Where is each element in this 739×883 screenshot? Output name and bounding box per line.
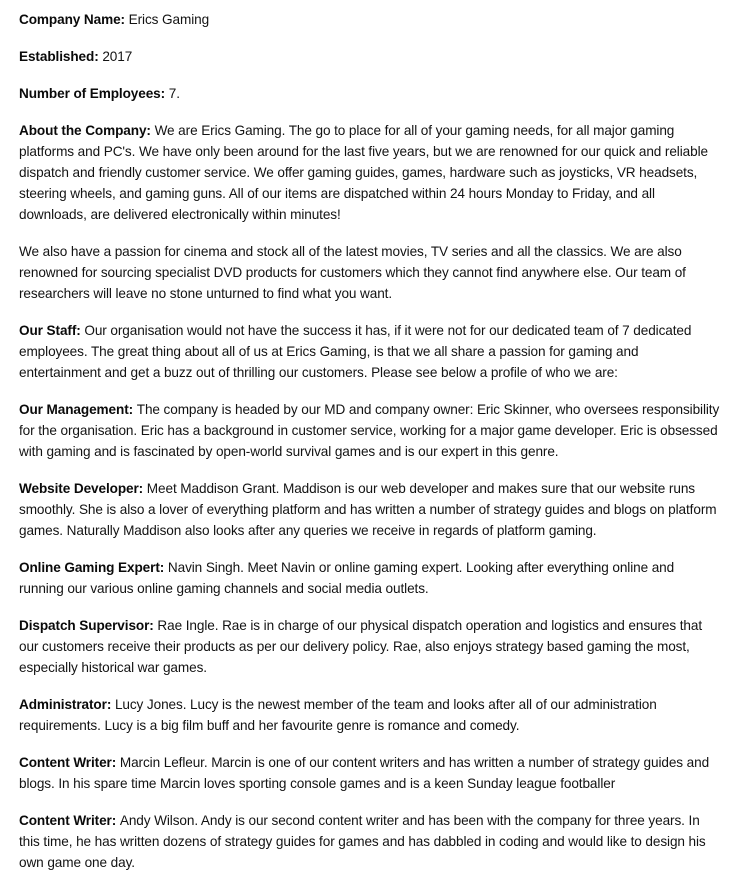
employees-label: Number of Employees: [19, 86, 166, 101]
established-field [19, 46, 720, 67]
dispatch-supervisor-label: Dispatch Supervisor: [19, 618, 154, 633]
our-management-paragraph [19, 399, 720, 462]
website-developer-paragraph [19, 478, 720, 541]
our-management-text: The company is headed by our MD and company owner: Eric Skinner, who oversees responsibility for the organisation. Eric has a background in customer service, working for a major game developer. Eric is obsessed with gaming and is fascinated by open-world survival games and is our expert in this genre. [19, 402, 720, 459]
cinema-passion-paragraph [19, 241, 720, 304]
about-company-label: About the Company: [19, 123, 151, 138]
administrator-label: Administrator: [19, 697, 112, 712]
online-gaming-expert-paragraph [19, 557, 720, 599]
our-staff-label: Our Staff: [19, 323, 81, 338]
company-name-label: Company Name: [19, 12, 125, 27]
website-developer-text: Meet Maddison Grant. Maddison is our web developer and makes sure that our website runs smoothly. She is also a lover of everything platform and has written a number of strategy guides and blogs on platform games. Naturally Maddison also looks after any queries we receive in regards of platform gaming. [19, 481, 717, 538]
administrator-text: Lucy Jones. Lucy is the newest member of the team and looks after all of our administration requirements. Lucy is a big film buff and her favourite genre is romance and comedy. [19, 697, 657, 733]
content-writer-2-text: Andy Wilson. Andy is our second content writer and has been with the company for three years. In this time, he has written dozens of strategy guides for games and has dabbled in coding and would like to design his own game one day. [19, 813, 706, 870]
administrator-paragraph [19, 694, 720, 736]
company-name-value: Erics Gaming [128, 12, 210, 27]
company-profile-document [19, 9, 720, 873]
employees-value: 7. [168, 86, 180, 101]
our-staff-text: Our organisation would not have the success it has, if it were not for our dedicated team of 7 dedicated employees. The great thing about all of us at Erics Gaming, is that we all share a passion for gaming and entertainment and get a buzz out of thrilling our customers. Please see below a profile of who we are: [19, 323, 692, 380]
website-developer-label: Website Developer: [19, 481, 144, 496]
established-label: Established: [19, 49, 99, 64]
about-company-paragraph [19, 120, 720, 225]
content-writer-1-text: Marcin Lefleur. Marcin is one of our content writers and has written a number of strategy guides and blogs. In his spare time Marcin loves sporting console games and is a keen Sunday league footballer [19, 755, 710, 791]
content-writer-1-paragraph [19, 752, 720, 794]
dispatch-supervisor-text: Rae Ingle. Rae is in charge of our physical dispatch operation and logistics and ensures that our customers receive their products as per our delivery policy. Rae, also enjoys strategy based gaming the most, especially historical war games. [19, 618, 703, 675]
content-writer-1-label: Content Writer: [19, 755, 117, 770]
our-staff-paragraph [19, 320, 720, 383]
online-gaming-expert-label: Online Gaming Expert: [19, 560, 165, 575]
established-value: 2017 [102, 49, 133, 64]
employees-field [19, 83, 720, 104]
company-name-field [19, 9, 720, 30]
content-writer-2-label: Content Writer: [19, 813, 117, 828]
cinema-passion-text: We also have a passion for cinema and stock all of the latest movies, TV series and all the classics. We are also renowned for sourcing specialist DVD products for customers which they cannot find anywhere else. Our team of researchers will leave no stone unturned to find what you want. [19, 244, 686, 301]
content-writer-2-paragraph [19, 810, 720, 873]
our-management-label: Our Management: [19, 402, 134, 417]
dispatch-supervisor-paragraph [19, 615, 720, 678]
about-company-text: We are Erics Gaming. The go to place for all of your gaming needs, for all major gaming platforms and PC's. We have only been around for the last five years, but we are renowned for our quick and reliable dispatch and friendly customer service. We offer gaming guides, games, hardware such as joysticks, VR headsets, steering wheels, and gaming guns. All of our items are dispatched within 24 hours Monday to Friday, and all downloads, are delivered electronically within minutes! [19, 123, 708, 222]
online-gaming-expert-text: Navin Singh. Meet Navin or online gaming expert. Looking after everything online and running our various online gaming channels and social media outlets. [19, 560, 675, 596]
